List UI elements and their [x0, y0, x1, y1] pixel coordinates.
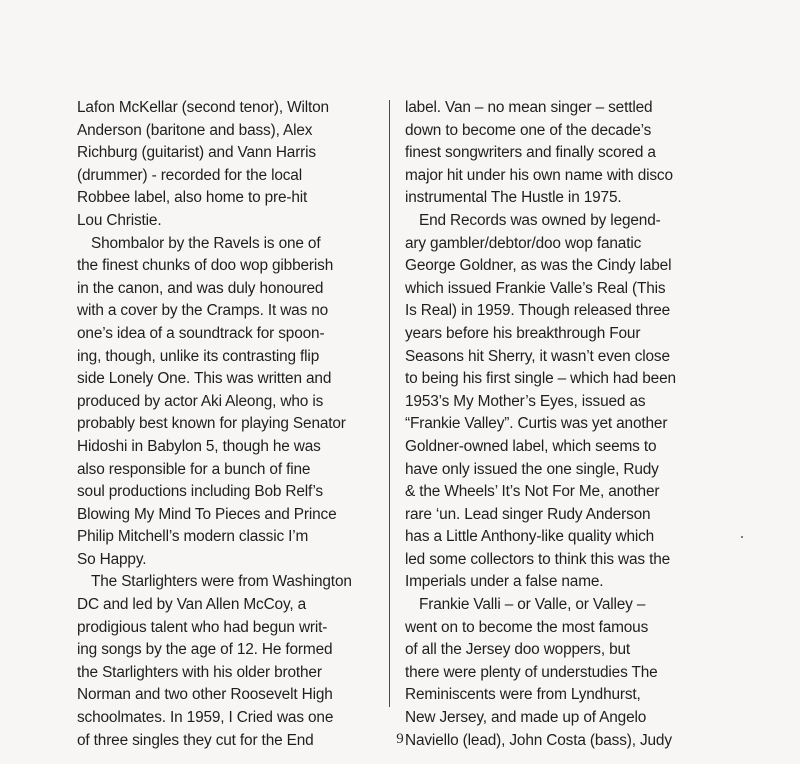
text-line: Frankie Valli – or Valle, or Valley – — [419, 596, 646, 614]
text-line: to being his first single – which had been — [405, 370, 676, 388]
left-column — [77, 97, 377, 752]
text-line: “Frankie Valley”. Curtis was yet another — [405, 415, 668, 433]
text-line: New Jersey, and made up of Angelo — [405, 709, 647, 727]
text-line: Reminiscents were from Lyndhurst, — [405, 686, 641, 704]
text-line: 1953’s My Mother’s Eyes, issued as — [405, 392, 646, 410]
text-line: instrumental The Hustle in 1975. — [405, 189, 622, 207]
text-line: Norman and two other Roosevelt High — [77, 686, 333, 704]
text-line: Hidoshi in Babylon 5, though he was — [77, 437, 321, 455]
text-line: of all the Jersey doo woppers, but — [405, 641, 631, 659]
text-line: End Records was owned by legend- — [419, 211, 661, 229]
text-line: there were plenty of understudies The — [405, 663, 658, 681]
text-line: of three singles they cut for the End — [77, 731, 314, 749]
text-line: also responsible for a bunch of fine — [77, 460, 311, 478]
text-line: soul productions including Bob Relf’s — [77, 483, 323, 501]
text-line: led some collectors to think this was the — [405, 550, 671, 568]
text-line: ing songs by the age of 12. He formed — [77, 641, 333, 659]
text-line: Lafon McKellar (second tenor), Wilton — [77, 99, 329, 116]
text-line: Philip Mitchell’s modern classic I’m — [77, 528, 309, 546]
text-line: Is Real) in 1959. Though released three — [405, 302, 671, 320]
text-line: down to become one of the decade’s — [405, 121, 652, 139]
text-line: Goldner-owned label, which seems to — [405, 437, 657, 455]
text-line: has a Little Anthony-like quality which — [405, 528, 655, 546]
text-line: & the Wheels’ It’s Not For Me, another — [405, 483, 660, 501]
text-line: ary gambler/debtor/doo wop fanatic — [405, 234, 642, 252]
page-number: 9 — [396, 731, 404, 747]
right-column — [405, 97, 705, 752]
text-line: DC and led by Van Allen McCoy, a — [77, 596, 307, 614]
text-line: So Happy. — [77, 550, 147, 568]
text-line: label. Van – no mean singer – settled — [405, 99, 653, 116]
text-line: schoolmates. In 1959, I Cried was one — [77, 709, 334, 727]
text-line: one’s idea of a soundtrack for spoon- — [77, 324, 325, 342]
text-line: which issued Frankie Valle’s Real (This — [405, 279, 666, 297]
text-line: years before his breakthrough Four — [405, 324, 641, 342]
text-line: Richburg (guitarist) and Vann Harris — [77, 144, 316, 162]
text-line: Anderson (baritone and bass), Alex — [77, 121, 313, 139]
text-line: prodigious talent who had begun writ- — [77, 618, 328, 636]
text-line: rare ‘un. Lead singer Rudy Anderson — [405, 505, 651, 523]
text-line: Shombalor by the Ravels is one of — [91, 234, 321, 252]
text-line: went on to become the most famous — [405, 618, 649, 636]
text-line: probably best known for playing Senator — [77, 415, 346, 433]
text-line: Robbee label, also home to pre-hit — [77, 189, 308, 207]
text-line: the finest chunks of doo wop gibberish — [77, 257, 334, 275]
text-line: side Lonely One. This was written and — [77, 370, 332, 388]
text-line: Lou Christie. — [77, 211, 162, 229]
text-line: Blowing My Mind To Pieces and Prince — [77, 505, 337, 523]
text-line: Seasons hit Sherry, it wasn’t even close — [405, 347, 670, 365]
text-line: The Starlighters were from Washington — [91, 573, 352, 591]
text-line: have only issued the one single, Rudy — [405, 460, 659, 478]
text-line: Imperials under a false name. — [405, 573, 604, 591]
text-line: Naviello (lead), John Costa (bass), Judy — [405, 731, 672, 749]
scan-speck — [741, 536, 743, 538]
text-line: George Goldner, as was the Cindy label — [405, 257, 672, 275]
text-line: in the canon, and was duly honoured — [77, 279, 324, 297]
column-divider — [389, 100, 390, 707]
text-line: the Starlighters with his older brother — [77, 663, 322, 681]
text-line: produced by actor Aki Aleong, who is — [77, 392, 324, 410]
text-line: (drummer) - recorded for the local — [77, 166, 302, 184]
text-line: with a cover by the Cramps. It was no — [77, 302, 329, 320]
text-line: major hit under his own name with disco — [405, 166, 673, 184]
text-line: ing, though, unlike its contrasting flip — [77, 347, 320, 365]
text-line: finest songwriters and finally scored a — [405, 144, 656, 162]
